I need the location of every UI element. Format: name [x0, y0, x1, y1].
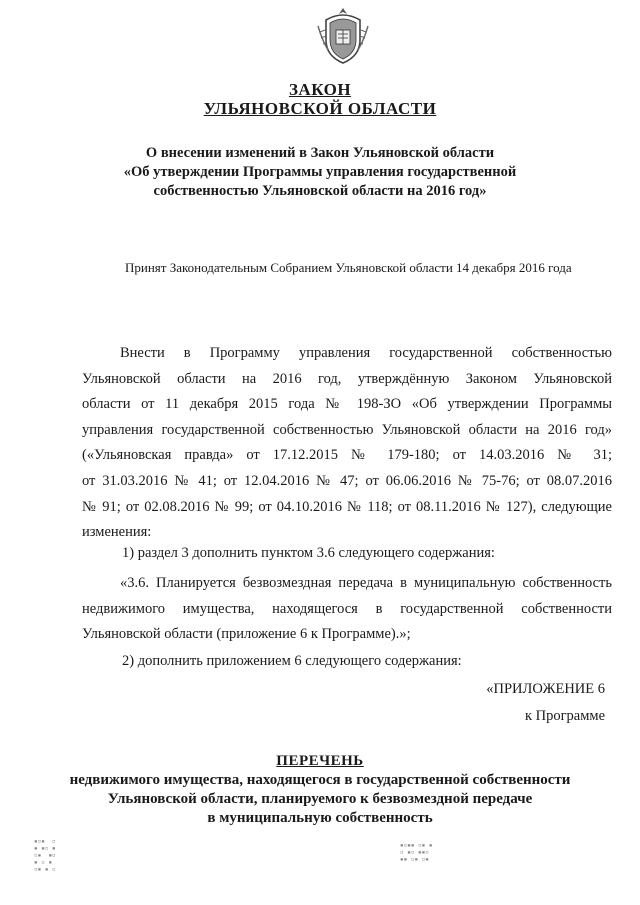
subject-line-1: О внесении изменений в Закон Ульяновской области: [145, 145, 495, 161]
adoption-note: Принят Законодательным Собранием Ульяновской области 14 декабря 2016 года: [125, 260, 572, 275]
list-title-line-2: Ульяновской области, планируемого к безвозмездной передаче: [107, 791, 533, 807]
appendix-reference: к Программе: [524, 708, 605, 724]
list-title-line-3: в муниципальную собственность: [207, 810, 433, 826]
intro-line: № 91; от 02.08.2016 № 99; от 04.10.2016 № 118; от 08.11.2016 № 127), следующие: [82, 498, 612, 515]
intro-line: области от 11 декабря 2015 года № 198-ЗО «Об утверждении Программы: [82, 396, 612, 413]
heading-law: ЗАКОН: [288, 80, 352, 99]
subject-line-3: собственностью Ульяновской области на 2016 год»: [153, 183, 487, 199]
list-title-line-1: недвижимого имущества, находящегося в государственной собственности: [69, 772, 571, 788]
registration-stamp-left: ▪▫▪ ▫ ▪ ▪▫ ▪ ▫▪ ▪▫ ▪ ▫ ▪ ▫▪ ▪ ▫: [34, 838, 56, 873]
quote-line: «3.6. Планируется безвозмездная передача в муниципальную собственность: [120, 575, 612, 591]
amendment-item-1: 1) раздел 3 дополнить пунктом 3.6 следующего содержания:: [122, 545, 495, 561]
registration-stamp-center: ▪▫▪▪ ▫▪ ▪ ▫ ▪▫ ▪▪▫ ▪▪ ▫▪ ▫▪: [400, 842, 433, 863]
subject-line-2: «Об утверждении Программы управления государственной: [123, 164, 517, 180]
document-heading: [0, 80, 640, 118]
heading-region: УЛЬЯНОВСКОЙ ОБЛАСТИ: [203, 99, 437, 118]
intro-line: управления государственной собственностью Ульяновской области на 2016 год»: [82, 421, 612, 438]
coat-of-arms-icon: [316, 6, 370, 66]
law-subject: [0, 144, 640, 201]
item1-quote: [82, 571, 612, 648]
quote-line: Ульяновской области (приложение 6 к Программе).»;: [82, 626, 411, 643]
list-heading: ПЕРЕЧЕНЬ: [276, 753, 364, 769]
intro-line: от 31.03.2016 № 41; от 12.04.2016 № 47; от 06.06.2016 № 75-76; от 08.07.2016: [82, 472, 612, 489]
list-title: [0, 752, 640, 828]
appendix-label: «ПРИЛОЖЕНИЕ 6: [486, 681, 605, 697]
amendment-item-2: 2) дополнить приложением 6 следующего содержания:: [122, 653, 462, 669]
quote-line: недвижимого имущества, находящегося в государственной собственности: [82, 600, 612, 617]
intro-line: изменения:: [82, 524, 152, 541]
intro-line: Ульяновской области на 2016 год, утверждённую Законом Ульяновской: [82, 370, 612, 387]
intro-line: Внести в Программу управления государственной собственностью: [120, 345, 612, 361]
intro-paragraph: [82, 341, 612, 546]
intro-line: («Ульяновская правда» от 17.12.2015 № 179-180; от 14.03.2016 № 31;: [82, 447, 612, 464]
